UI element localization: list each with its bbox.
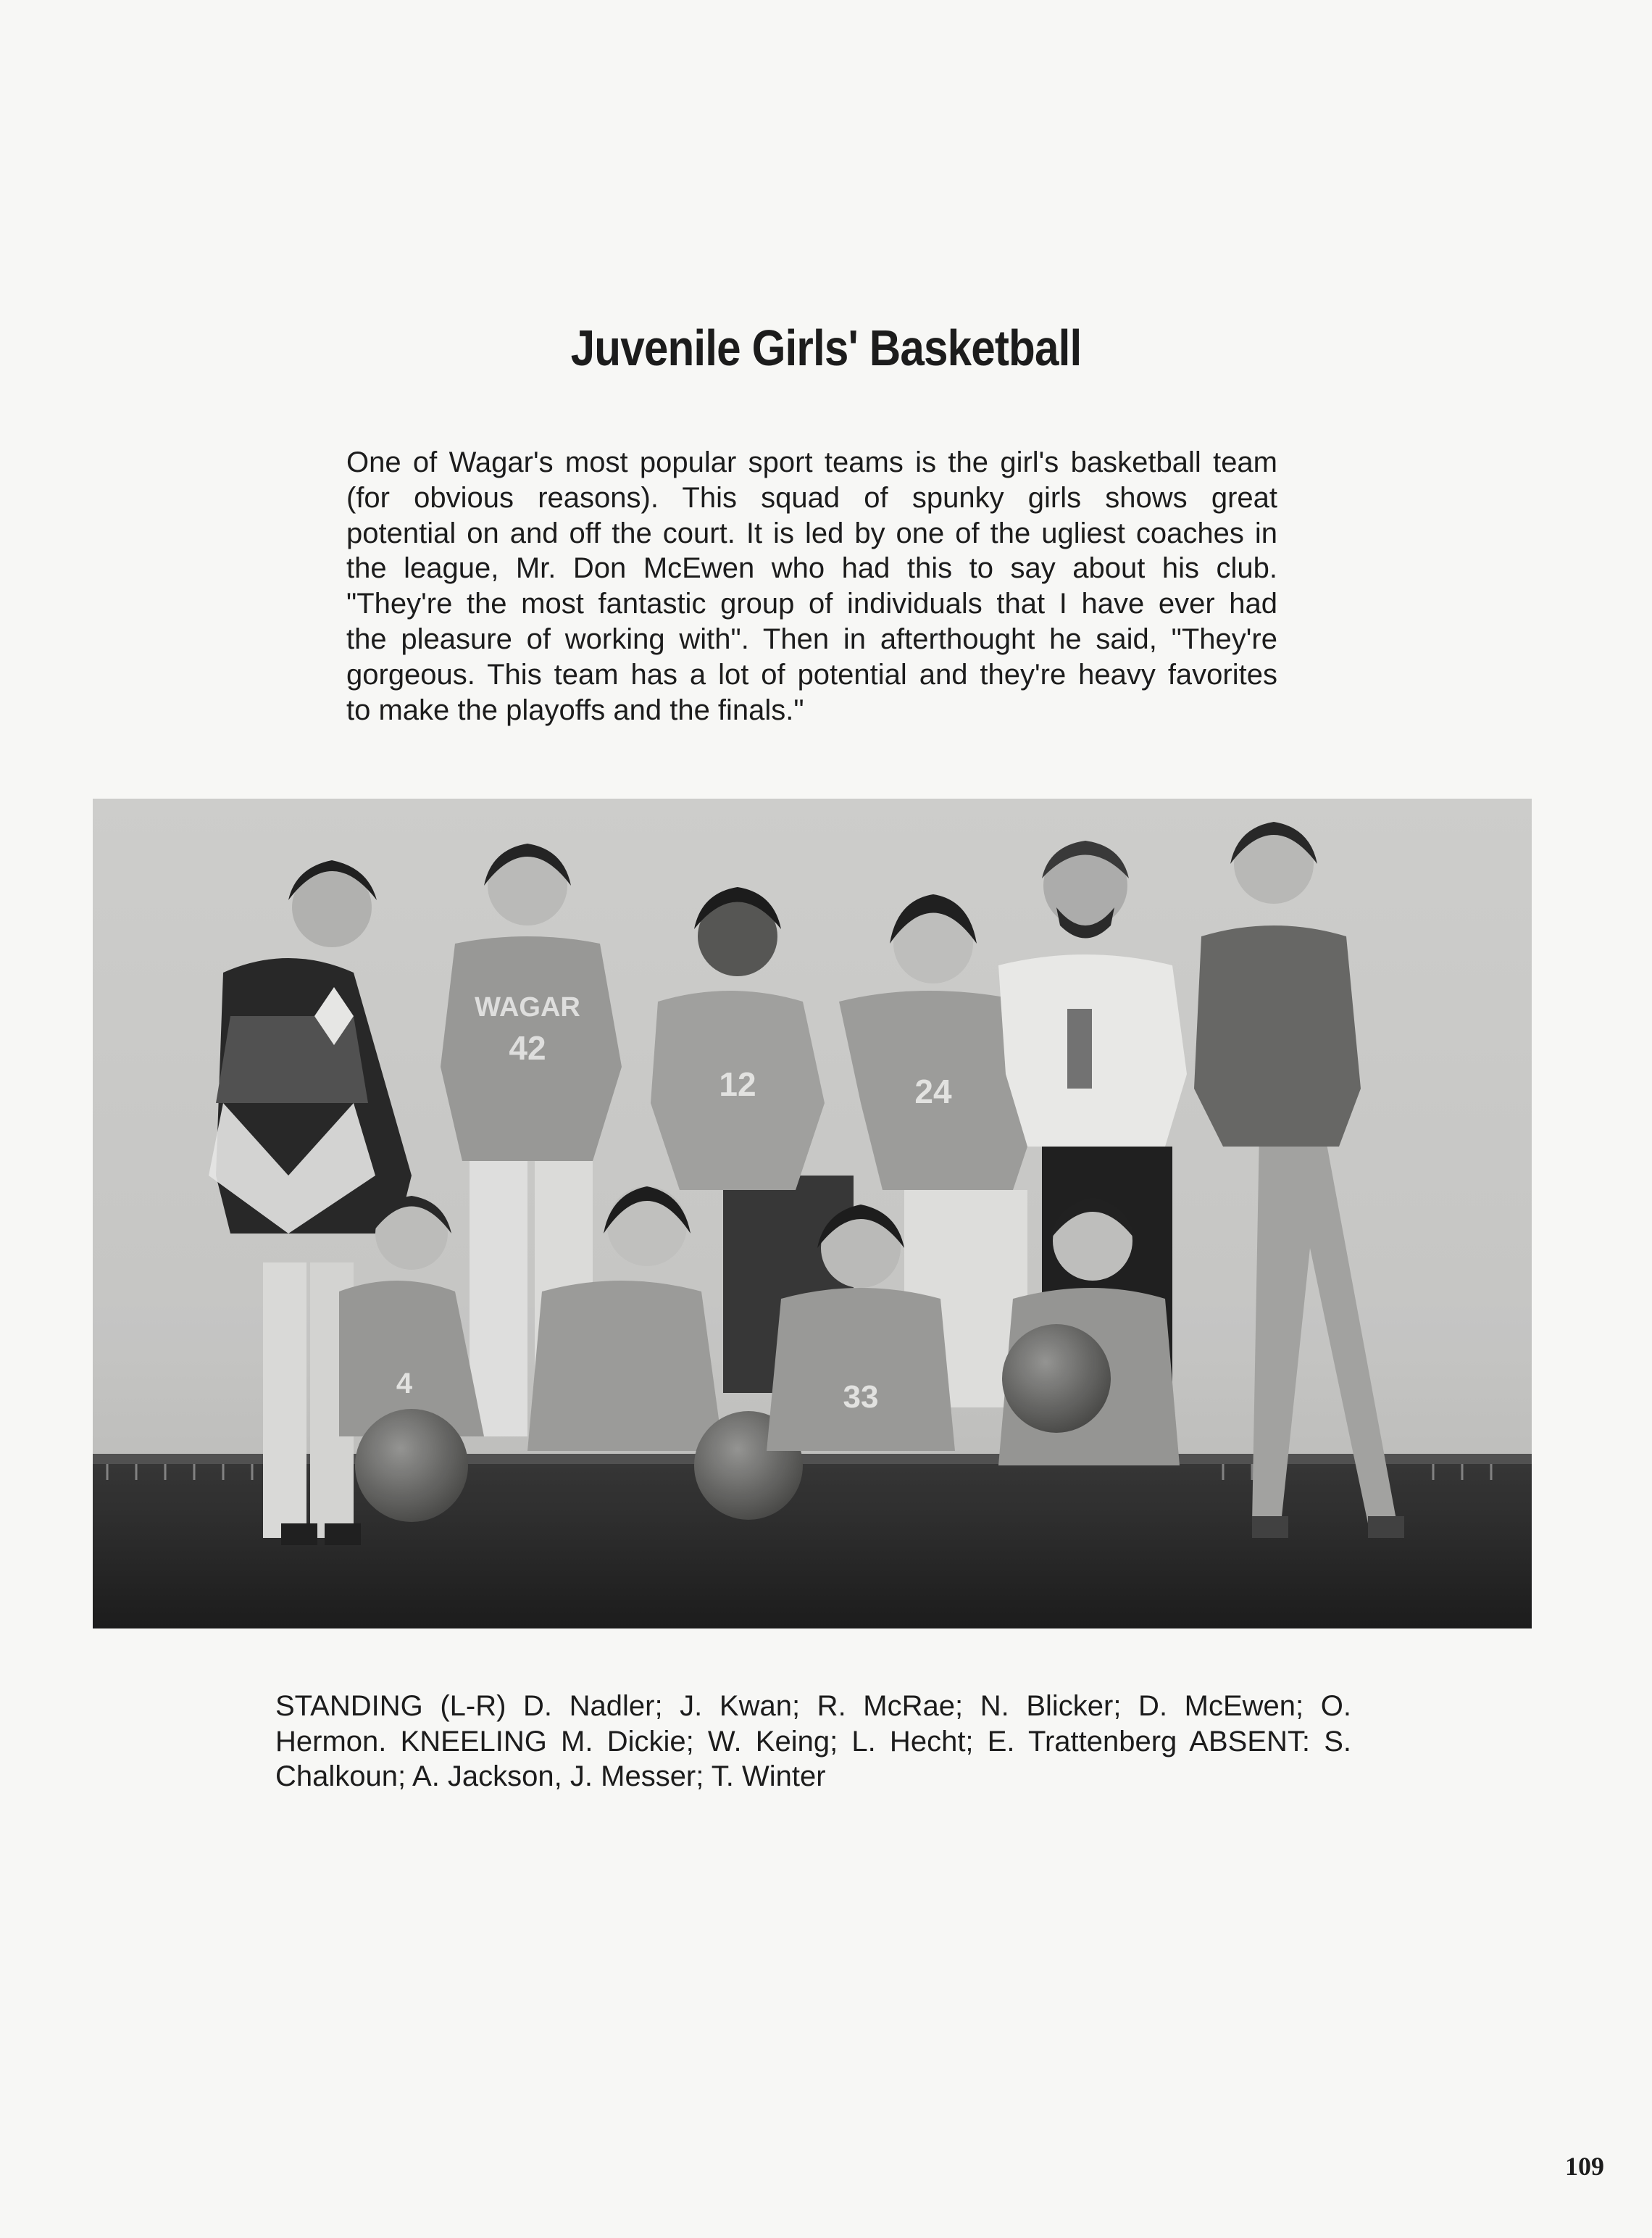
intro-line: the league, Mr. Don McEwen who had this to say about his club. (346, 552, 1277, 585)
page-title: Juvenile Girls' Basketball (570, 320, 1082, 376)
photo-caption (275, 1689, 1351, 1794)
intro-line: potential on and off the court. It is led by one of the ugliest coaches in (346, 517, 1277, 549)
intro-line: (for obvious reasons). This squad of spunky girls shows great (346, 481, 1277, 514)
jersey-number: 24 (914, 1073, 952, 1110)
jersey-number: 12 (719, 1065, 756, 1103)
intro-line: "They're the most fantastic group of individuals that I have ever had (346, 588, 1277, 620)
jersey-text: WAGAR (475, 992, 580, 1023)
intro-line: gorgeous. This team has a lot of potential and they're heavy favorites (346, 658, 1277, 691)
jersey-number: 4 (396, 1368, 413, 1399)
team-photo (93, 799, 1532, 1628)
intro-line: the pleasure of working with". Then in afterthought he said, "They're (346, 623, 1277, 655)
intro-line: One of Wagar's most popular sport teams is the girl's basketball team (346, 446, 1277, 478)
intro-line: to make the playoffs and the finals." (346, 694, 804, 726)
caption-line: Hermon. KNEELING M. Dickie; W. Keing; L. Hecht; E. Trattenberg ABSENT: S. (275, 1725, 1351, 1757)
jersey-number: 33 (843, 1379, 879, 1415)
page-number: 109 (1565, 2152, 1604, 2181)
intro-paragraph (346, 445, 1277, 728)
jersey-number: 42 (509, 1029, 546, 1067)
caption-line: Chalkoun; A. Jackson, J. Messer; T. Winter (275, 1760, 826, 1792)
caption-line: STANDING (L-R) D. Nadler; J. Kwan; R. McRae; N. Blicker; D. McEwen; O. (275, 1690, 1351, 1722)
